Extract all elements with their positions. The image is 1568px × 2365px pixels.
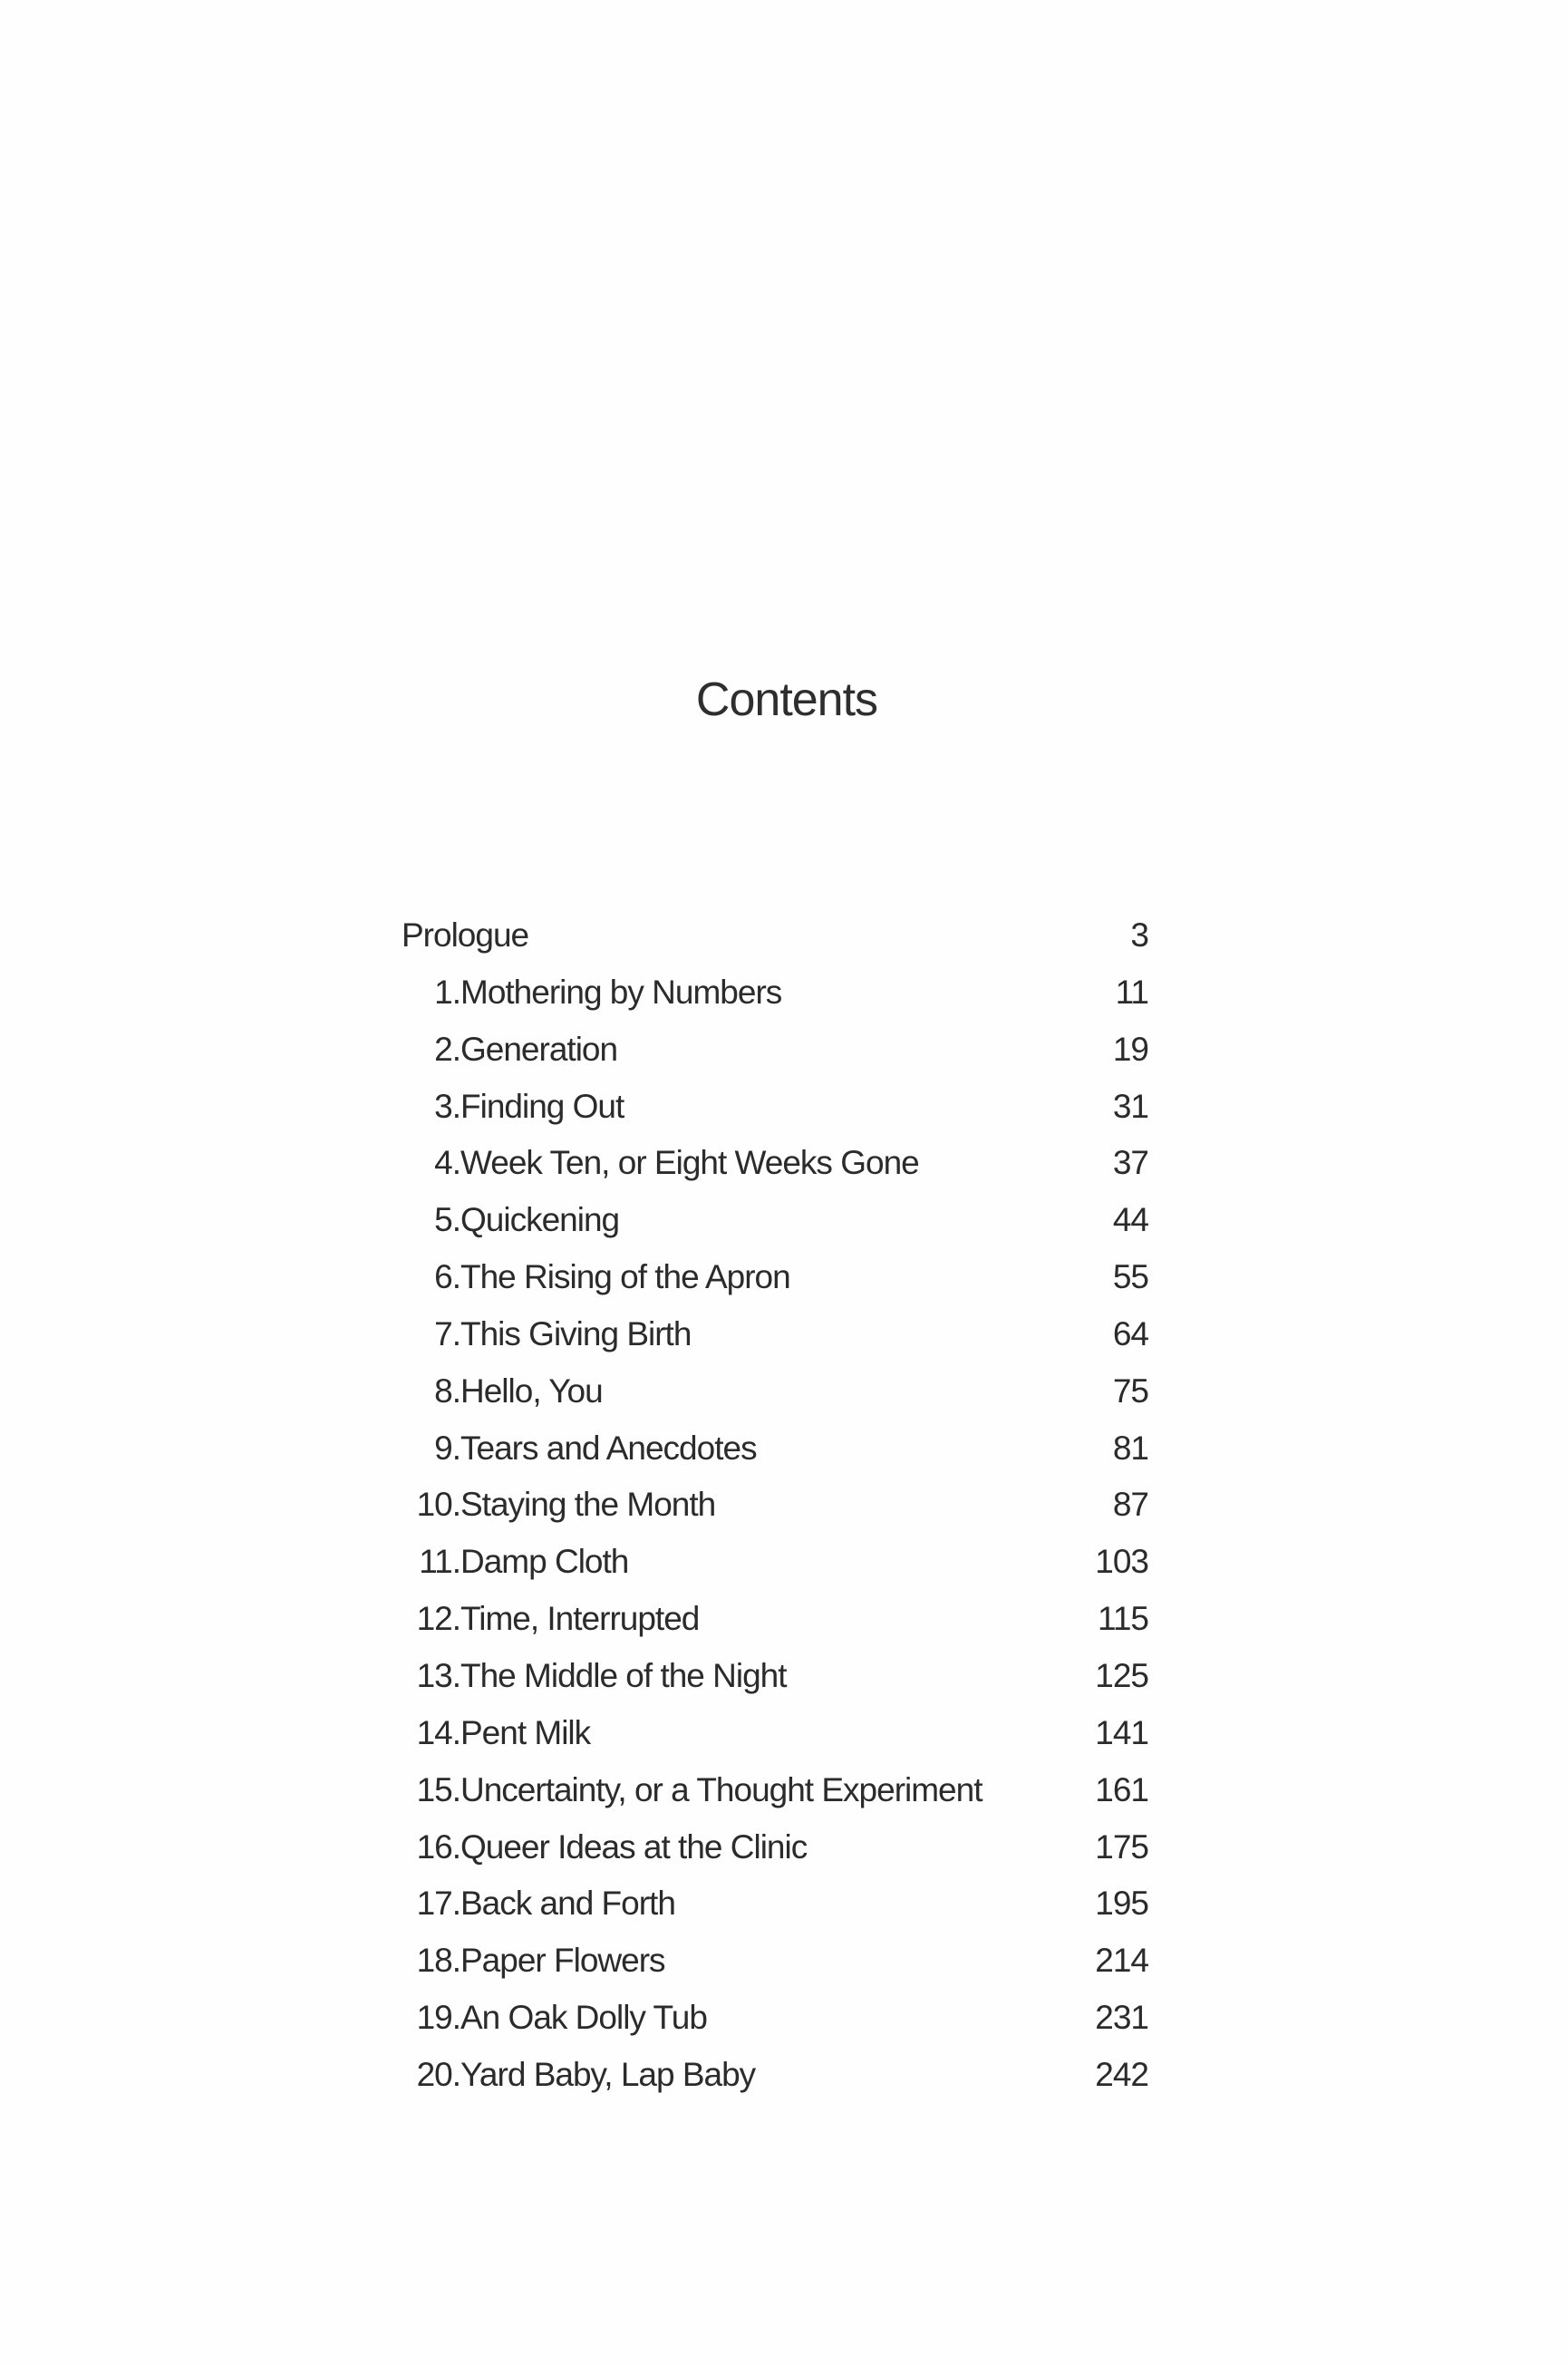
toc-entry-number: 17. <box>416 1885 460 1923</box>
toc-entry-title: Back and Forth <box>460 1885 675 1923</box>
toc-entry-page: 125 <box>1095 1656 1148 1694</box>
toc-entry-page: 87 <box>1112 1486 1148 1524</box>
toc-entry-page: 141 <box>1095 1713 1148 1751</box>
toc-entry-title: Finding Out <box>460 1087 624 1125</box>
toc-entry[interactable] <box>399 1713 1151 1770</box>
toc-entry[interactable] <box>399 2055 1151 2112</box>
toc-entry-page: 161 <box>1095 1770 1148 1808</box>
toc-entry[interactable] <box>399 1200 1151 1257</box>
table-of-contents <box>399 916 1151 2112</box>
toc-entry-page: 3 <box>1130 916 1148 954</box>
toc-entry-number: 8. <box>434 1372 460 1410</box>
toc-entry-number: 20. <box>416 2055 460 2093</box>
toc-entry-title: Queer Ideas at the Clinic <box>460 1827 808 1866</box>
toc-entry-title: Paper Flowers <box>460 1942 665 1980</box>
toc-entry-number: 14. <box>416 1713 460 1751</box>
toc-entry[interactable] <box>399 1656 1151 1713</box>
toc-entry-title: Tears and Anecdotes <box>460 1429 757 1467</box>
toc-entry-page: 11 <box>1115 973 1148 1011</box>
toc-entry-page: 231 <box>1095 1999 1148 2037</box>
toc-entry-title: Pent Milk <box>460 1713 591 1751</box>
toc-entry[interactable] <box>399 1087 1151 1144</box>
toc-entry[interactable] <box>399 1257 1151 1314</box>
toc-entry-prologue[interactable] <box>399 916 1151 973</box>
toc-entry-number: 11. <box>419 1543 460 1581</box>
toc-entry-page: 103 <box>1095 1543 1148 1581</box>
toc-entry-page: 115 <box>1098 1600 1148 1638</box>
page-title: Contents <box>695 674 878 726</box>
toc-entry-title: The Middle of the Night <box>460 1656 787 1694</box>
toc-entry-number: 5. <box>434 1201 460 1239</box>
toc-entry[interactable] <box>399 1884 1151 1941</box>
toc-entry-page: 175 <box>1095 1827 1148 1866</box>
toc-entry-title: Generation <box>460 1030 618 1068</box>
toc-entry-title: Uncertainty, or a Thought Experiment <box>460 1770 982 1808</box>
toc-entry[interactable] <box>399 1998 1151 2055</box>
toc-entry-page: 81 <box>1112 1429 1148 1467</box>
toc-entry[interactable] <box>399 1599 1151 1656</box>
toc-entry-page: 37 <box>1112 1144 1148 1182</box>
toc-entry-page: 195 <box>1095 1885 1148 1923</box>
toc-entry-number: 3. <box>434 1087 460 1125</box>
toc-entry-number: 19. <box>416 1999 460 2037</box>
toc-entry[interactable] <box>399 1143 1151 1200</box>
toc-entry[interactable] <box>399 1030 1151 1087</box>
toc-entry-page: 19 <box>1112 1030 1148 1068</box>
toc-entry[interactable] <box>399 1542 1151 1599</box>
toc-entry-number: 4. <box>434 1144 460 1182</box>
toc-entry-title: Time, Interrupted <box>460 1600 700 1638</box>
toc-entry-page: 75 <box>1112 1372 1148 1410</box>
toc-entry[interactable] <box>399 1429 1151 1486</box>
toc-entry-number: 12. <box>416 1600 460 1638</box>
toc-entry-page: 214 <box>1095 1942 1148 1980</box>
toc-entry-number: 15. <box>416 1770 460 1808</box>
toc-entry-page: 44 <box>1112 1201 1148 1239</box>
toc-entry-number: 13. <box>416 1656 460 1694</box>
toc-entry-title: The Rising of the Apron <box>460 1258 790 1296</box>
toc-entry-page: 64 <box>1112 1314 1148 1352</box>
toc-entry-number: 2. <box>434 1030 460 1068</box>
toc-entry-number: 9. <box>434 1429 460 1467</box>
toc-entry-title: An Oak Dolly Tub <box>460 1999 707 2037</box>
toc-entry[interactable] <box>399 1372 1151 1429</box>
toc-entry-title: Quickening <box>460 1201 620 1239</box>
toc-entry-number: 1. <box>434 973 460 1011</box>
toc-entry-number: 10. <box>416 1486 460 1524</box>
toc-entry-number: 6. <box>434 1258 460 1296</box>
toc-entry-title: Yard Baby, Lap Baby <box>460 2055 756 2093</box>
toc-entry[interactable] <box>399 1941 1151 1998</box>
toc-entry[interactable] <box>399 1314 1151 1372</box>
toc-entry-title: Damp Cloth <box>460 1543 629 1581</box>
toc-entry-title: Staying the Month <box>460 1486 716 1524</box>
toc-entry[interactable] <box>399 973 1151 1030</box>
toc-entry-title: Mothering by Numbers <box>460 973 782 1011</box>
toc-entry-page: 55 <box>1112 1258 1148 1296</box>
toc-entry-title: Week Ten, or Eight Weeks Gone <box>460 1144 919 1182</box>
toc-entry[interactable] <box>399 1827 1151 1885</box>
toc-entry-number: 18. <box>416 1942 460 1980</box>
toc-entry[interactable] <box>399 1485 1151 1542</box>
toc-entry-number: 16. <box>416 1827 460 1866</box>
toc-entry-page: 242 <box>1095 2055 1148 2093</box>
toc-entry-number: 7. <box>434 1314 460 1352</box>
toc-entry-title: Prologue <box>402 916 529 954</box>
toc-entry-title: Hello, You <box>460 1372 603 1410</box>
toc-entry[interactable] <box>399 1770 1151 1827</box>
toc-entry-page: 31 <box>1112 1087 1148 1125</box>
toc-entry-title: This Giving Birth <box>460 1314 692 1352</box>
